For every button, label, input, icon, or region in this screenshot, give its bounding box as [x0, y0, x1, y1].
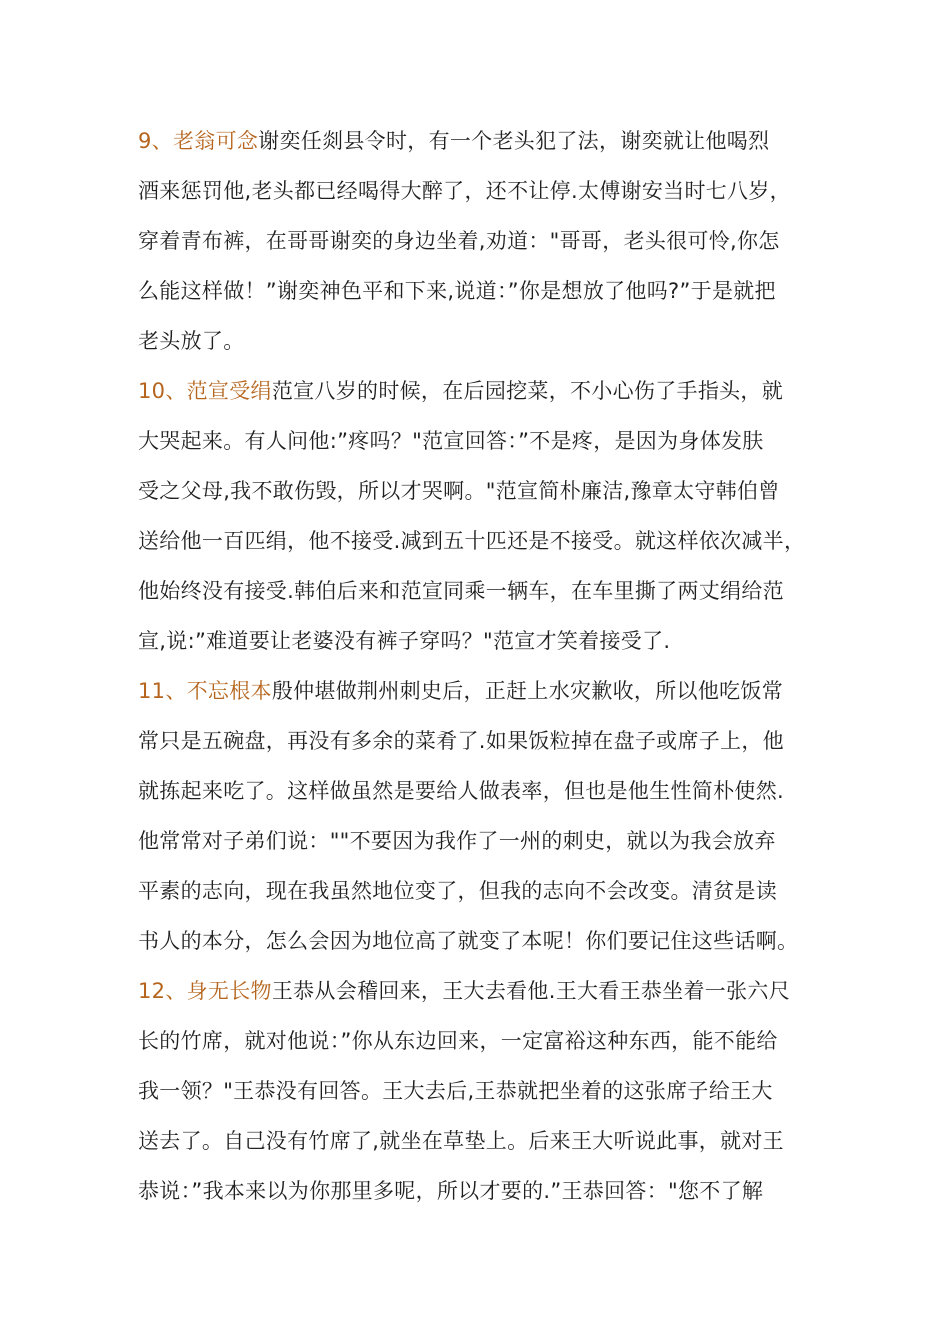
story-line: 平素的志向，现在我虽然地位变了，但我的志向不会改变。清贫是读	[138, 879, 777, 903]
story-line: 送给他一百匹绢，他不接受.减到五十匹还是不接受。就这样依次减半，	[138, 529, 806, 553]
story-line: 受之父母,我不敢伤毁，所以才哭啊。"范宣简朴廉洁,豫章太守韩伯曾	[138, 479, 780, 503]
story-line	[138, 666, 828, 716]
story-line	[138, 966, 828, 1016]
story-title: 范宣受绢	[186, 379, 272, 403]
document-body	[138, 116, 828, 1216]
story-title: 身无长物	[186, 979, 272, 1003]
story-line: 酒来惩罚他,老头都已经喝得大醉了，还不让停.太傅谢安当时七八岁，	[138, 179, 791, 203]
story-9	[138, 116, 828, 366]
story-line: 送去了。自己没有竹席了,就坐在草垫上。后来王大听说此事，就对王	[138, 1129, 784, 1153]
story-line: 老头放了。	[138, 329, 245, 353]
story-title: 老翁可念	[172, 129, 259, 153]
story-line	[138, 116, 828, 166]
story-line	[138, 366, 828, 416]
story-line: 我一领？"王恭没有回答。王大去后,王恭就把坐着的这张席子给王大	[138, 1079, 773, 1103]
story-line: 他常常对子弟们说：""不要因为我作了一州的刺史，就以为我会放弃	[138, 829, 776, 853]
story-number: 12、	[138, 979, 187, 1003]
story-number: 10、	[138, 379, 187, 403]
story-line: 长的竹席，就对他说：”你从东边回来，一定富裕这种东西，能不能给	[138, 1029, 778, 1053]
story-text: 王恭从会稽回来，王大去看他.王大看王恭坐着一张六尺	[271, 979, 791, 1003]
story-line: 穿着青布裤，在哥哥谢奕的身边坐着,劝道："哥哥，老头很可怜,你怎	[138, 229, 780, 253]
story-11	[138, 666, 828, 966]
story-line: 常只是五碗盘，再没有多余的菜肴了.如果饭粒掉在盘子或席子上，他	[138, 729, 784, 753]
story-number: 9、	[138, 129, 173, 153]
story-12	[138, 966, 828, 1216]
story-10	[138, 366, 828, 666]
story-text: 殷仲堪做荆州刺史后，正赶上水灾歉收，所以他吃饭常	[271, 679, 784, 703]
story-line: 么能这样做！”谢奕神色平和下来,说道：”你是想放了他吗?”于是就把	[138, 279, 776, 303]
story-text: 范宣八岁的时候，在后园挖菜，不小心伤了手指头，就	[271, 379, 784, 403]
story-line: 宣,说:”难道要让老婆没有裤子穿吗？"范宣才笑着接受了.	[138, 629, 671, 653]
story-line: 大哭起来。有人问他:”疼吗？"范宣回答：”不是疼，是因为身体发肤	[138, 429, 764, 453]
story-title: 不忘根本	[186, 679, 272, 703]
story-line: 书人的本分，怎么会因为地位高了就变了本呢！你们要记住这些话啊。	[138, 929, 799, 953]
story-number: 11、	[138, 679, 187, 703]
story-line: 恭说：”我本来以为你那里多呢，所以才要的.”王恭回答："您不了解	[138, 1179, 764, 1203]
story-text: 谢奕任剡县令时，有一个老头犯了法，谢奕就让他喝烈	[258, 129, 770, 153]
story-line: 他始终没有接受.韩伯后来和范宣同乘一辆车，在车里撕了两丈绢给范	[138, 579, 784, 603]
story-line: 就拣起来吃了。这样做虽然是要给人做表率，但也是他生性简朴使然.	[138, 779, 784, 803]
